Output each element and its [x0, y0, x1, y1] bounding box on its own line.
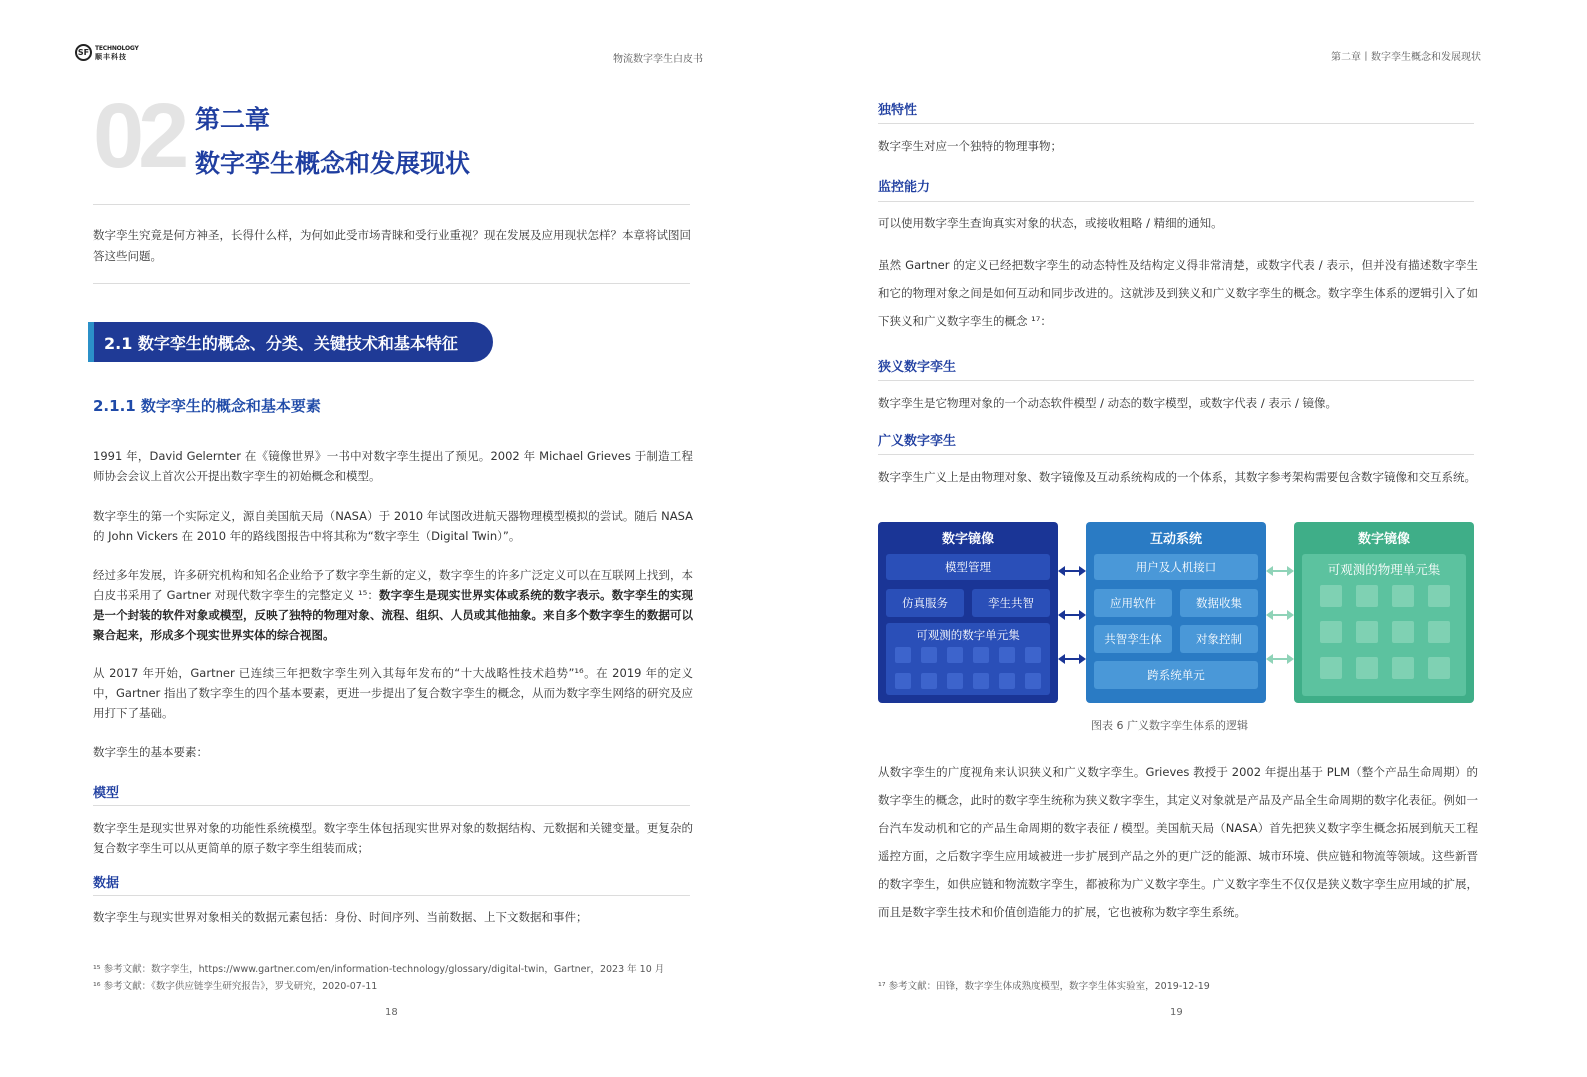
double-arrow-icon [1060, 614, 1084, 616]
digital-units-label: 可观测的数字单元集 [916, 628, 1020, 642]
narrow-twin-term: 狭义数字孪生 [878, 360, 957, 375]
element-term-data: 数据 [93, 876, 120, 891]
digital-unit-cell [947, 647, 963, 663]
box-application-software: 应用软件 [1094, 589, 1172, 617]
digital-unit-cell [973, 647, 989, 663]
broad-twin-desc: 数字孪生广义上是由物理对象、数字镜像及互动系统构成的一个体系，其数字参考架构需要包含数字镜像和交互系统。 [878, 470, 1476, 484]
physical-unit-cell [1320, 621, 1342, 643]
chapter-title: 数字孪生概念和发展现状 [195, 149, 471, 178]
logo-chinese: 顺丰科技 [95, 52, 127, 61]
right-page [793, 0, 1587, 1077]
definition-quote: 数字孪生是现实世界实体或系统的数字表示。数字孪生的实现是一个封装的软件对象或模型，反映了独特的物理对象、流程、组织、人员或其他抽象。来自多个数字孪生的数据可以聚合起来，形成多个现实世界实体的综合视图。 [93, 588, 693, 642]
paragraph-history: 1991 年，David Gelernter 在《镜像世界》一书中对数字孪生提出了预见。2002 年 Michael Grieves 于制造工程师协会会议上首次公开提出数字孪生的初始概念和模型。 [93, 449, 693, 483]
digital-unit-cell [999, 647, 1015, 663]
physical-unit-cell [1320, 657, 1342, 679]
element-desc-model: 数字孪生是现实世界对象的功能性系统模型。数字孪生体包括现实世界对象的数据结构、元数据和关键变量。更复杂的复合数字孪生可以从更简单的原子数字孪生组装而成； [93, 821, 693, 855]
box-object-control: 对象控制 [1180, 625, 1258, 653]
element-desc-data: 数字孪生与现实世界对象相关的数据元素包括：身份、时间序列、当前数据、上下文数据和事件； [93, 910, 588, 924]
physical-unit-cell [1428, 585, 1450, 607]
box-twin-sharing: 孪生共智 [972, 589, 1050, 617]
physical-unit-cell [1356, 585, 1378, 607]
page-number-left: 18 [385, 1007, 398, 1018]
panel-digital-mirror [878, 522, 1058, 703]
narrow-twin-desc: 数字孪生是它物理对象的一个动态软件模型 / 动态的数字模型，或数字代表 / 表示 / 镜像。 [878, 396, 1338, 410]
paragraph-trends: 从 2017 年开始，Gartner 已连续三年把数字孪生列入其每年发布的“十大战略性技术趋势”¹⁶。在 2019 年的定义中，Gartner 指出了数字孪生的四个基本要素，更进一步提出了复合数字孪生的概念，从而为数字孪生网络的研究及应用打下了基础。 [93, 666, 693, 720]
physical-unit-cell [1428, 657, 1450, 679]
element-desc-monitoring: 可以使用数字孪生查询真实对象的状态，或接收粗略 / 精细的通知。 [878, 216, 1223, 230]
physical-unit-cell [1320, 585, 1342, 607]
physical-units-label: 可观测的物理单元集 [1327, 562, 1441, 577]
physical-unit-cell [1392, 585, 1414, 607]
double-arrow-icon [1268, 614, 1292, 616]
double-arrow-icon [1268, 570, 1292, 572]
box-model-management: 模型管理 [886, 554, 1050, 580]
panel-title: 数字镜像 [941, 532, 994, 547]
paragraph-narrow-broad-detail: 从数字孪生的广度视角来认识狭义和广义数字孪生。Grieves 教授于 2002 年提出基于 PLM（整个产品生命周期）的数字孪生的概念，此时的数字孪生统称为狭义数字孪生，其定义对象就是产品及产品全生命周期的数字化表征。例如一台汽车发动机和它的产品生命周期的数字表征 / 模型。美国航天局（NASA）首先把狭义数字孪生概念拓展到航天工程遥控方面，之后数字孪生应用域被进一步扩展到产品之外的更广泛的能源、城市环境、供应链和物流等领域。这些新晋的数字孪生，如供应链和物流数字孪生，都被称为广义数字孪生。广义数字孪生不仅仅是狭义数字孪生应用域的扩展，而且是数字孪生技术和价值创造能力的扩展，它也被称为数字孪生系统。 [878, 765, 1478, 919]
box-user-interface: 用户及人机接口 [1094, 554, 1258, 580]
box-shared-twin: 共智孪生体 [1094, 625, 1172, 653]
element-term-monitoring: 监控能力 [878, 180, 931, 195]
element-term-uniqueness: 独特性 [878, 103, 918, 118]
digital-unit-cell [895, 647, 911, 663]
logo-english: TECHNOLOGY [95, 44, 139, 52]
digital-unit-cell [947, 673, 963, 689]
paragraph-gartner-definition [93, 565, 693, 645]
divider [93, 805, 690, 806]
definition-intro: 经过多年发展，许多研究机构和知名企业给予了数字孪生新的定义，数字孪生的许多广泛定义可以在互联网上找到，本白皮书采用了 Gartner 对现代数字孪生的完整定义 ¹⁵： [93, 568, 693, 602]
footnote-15: ¹⁵ 参考文献：数字孪生，https://www.gartner.com/en/information-technology/glossary/digital-twin，Gartner，2023 年 10 月 [93, 964, 665, 975]
element-term-model: 模型 [93, 786, 120, 801]
element-desc-uniqueness: 数字孪生对应一个独特的物理事物； [878, 139, 1062, 153]
left-page [0, 0, 793, 1077]
physical-unit-cell [1356, 621, 1378, 643]
section-banner: 2.1 数字孪生的概念、分类、关键技术和基本特征 [88, 322, 493, 362]
digital-unit-cell [921, 647, 937, 663]
right-header-title: 第二章丨数字孪生概念和发展现状 [1331, 52, 1481, 63]
divider [93, 204, 690, 205]
figure-caption: 图表 6 广义数字孪生体系的逻辑 [1091, 719, 1248, 732]
paragraph-narrow-broad-intro: 虽然 Gartner 的定义已经把数字孪生的动态特性及结构定义得非常清楚，或数字代表 / 表示，但并没有描述数字孪生和它的物理对象之间是如何互动和同步改进的。这就涉及到狭义和广义数字孪生的概念。数字孪生体系的逻辑引入了如下狭义和广义数字孪生的概念 ¹⁷： [878, 258, 1478, 328]
subsection-title: 2.1.1 数字孪生的概念和基本要素 [93, 397, 321, 415]
panel-title: 互动系统 [1149, 532, 1202, 547]
physical-unit-cell [1392, 621, 1414, 643]
divider [93, 895, 690, 896]
box-cross-system-unit: 跨系统单元 [1094, 661, 1258, 689]
footnote-17: ¹⁷ 参考文献：田锋，数字孪生体成熟度模型，数字孪生体实验室，2019-12-19 [878, 981, 1210, 992]
panel-title: 数字镜像 [1357, 532, 1410, 547]
double-arrow-icon [1060, 658, 1084, 660]
panel-interaction-system [1086, 522, 1266, 703]
paragraph-nasa: 数字孪生的第一个实际定义，源自美国航天局（NASA）于 2010 年试图改进航天器物理模型模拟的尝试。随后 NASA 的 John Vickers 在 2010 年的路线图报告中将其称为“数字孪生（Digital Twin）”。 [93, 509, 693, 543]
paragraph-elements-lead: 数字孪生的基本要素： [93, 745, 208, 759]
double-arrow-icon [1268, 658, 1292, 660]
physical-unit-cell [1392, 657, 1414, 679]
chapter-label: 第二章 [195, 105, 271, 134]
footnote-16: ¹⁶ 参考文献：《数字供应链孪生研究报告》，罗戈研究，2020-07-11 [93, 981, 378, 992]
digital-unit-cell [921, 673, 937, 689]
digital-unit-cell [895, 673, 911, 689]
digital-unit-cell [973, 673, 989, 689]
sf-logo-icon: SF [75, 44, 92, 61]
chapter-intro: 数字孪生究竟是何方神圣，长得什么样，为何如此受市场青睐和受行业重视？现在发展及应用现状怎样？本章将试图回答这些问题。 [93, 228, 691, 263]
box-data-collection: 数据收集 [1180, 589, 1258, 617]
page-number-right: 19 [1170, 1007, 1183, 1018]
box-simulation-service: 仿真服务 [886, 589, 964, 617]
double-arrow-icon [1060, 570, 1084, 572]
chapter-number: 02 [93, 85, 184, 187]
left-header-title: 物流数字孪生白皮书 [613, 54, 703, 65]
physical-unit-cell [1428, 621, 1450, 643]
broad-twin-term: 广义数字孪生 [878, 434, 957, 449]
digital-unit-cell [999, 673, 1015, 689]
digital-unit-cell [1025, 673, 1041, 689]
physical-unit-cell [1356, 657, 1378, 679]
digital-unit-cell [1025, 647, 1041, 663]
panel-physical-mirror [1294, 522, 1474, 703]
divider [93, 283, 690, 284]
company-logo [75, 44, 139, 61]
